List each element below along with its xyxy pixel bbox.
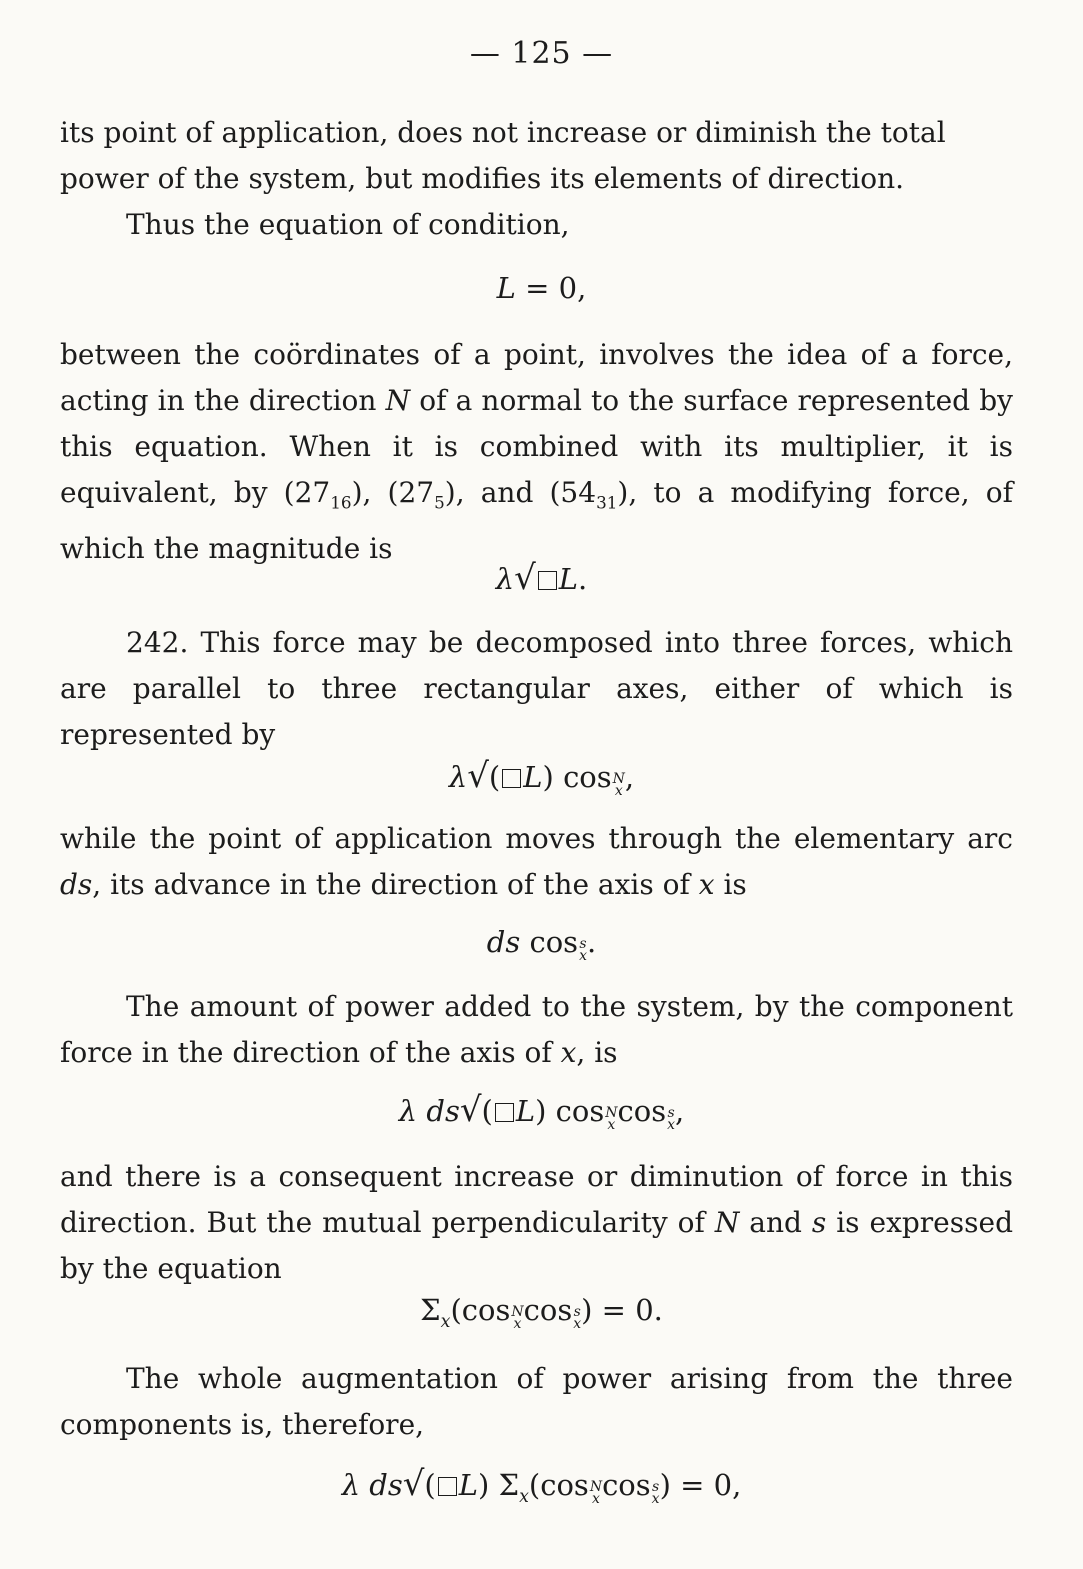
para7-s: s <box>811 1206 827 1239</box>
para3-part4: ), and (54 <box>444 476 597 509</box>
para7-part2: and <box>739 1206 812 1239</box>
eq6-rest: = 0. <box>601 1293 663 1327</box>
square-operator-icon <box>502 769 521 788</box>
radical-icon: √ <box>459 1090 482 1130</box>
para7-n: N <box>714 1206 740 1239</box>
eq3-sub: x <box>614 783 623 799</box>
eq7-sub1: x <box>591 1491 600 1507</box>
radical-icon: √ <box>402 1464 425 1504</box>
sigma-icon: Σ <box>420 1293 441 1327</box>
paragraph-242: 242. This force may be decomposed into three forces, which are parallel to three rectangular axes, either of which is represented by <box>60 626 1013 751</box>
eq7-sigsub: x <box>519 1486 529 1507</box>
para7-part3: is expressed by the equation <box>60 1206 1013 1285</box>
eq5-end: , <box>675 1094 685 1128</box>
eq3-sup: N <box>612 771 625 787</box>
eq5-sup1: N <box>605 1105 618 1121</box>
paragraph-consequent-increase <box>60 1154 1013 1292</box>
eq6-sub1: x <box>513 1316 522 1332</box>
para5-x: x <box>698 868 715 901</box>
eq7-sup1: N <box>589 1479 603 1495</box>
eq6-sup1: N <box>511 1304 524 1320</box>
para3-sub1: 16 <box>330 492 352 513</box>
eq3-close: ) <box>542 760 554 794</box>
para1-line2: power of the system, but modifies its elements of direction. <box>60 162 905 195</box>
para3-part1: between the coördinates of a point, involves the idea of a force, acting in the direction <box>60 338 1013 417</box>
eq6-cos1: cos <box>461 1293 511 1327</box>
eq6-close: ) <box>581 1293 593 1327</box>
eq7-sup2: s <box>652 1479 660 1495</box>
eq7-rest: = 0, <box>680 1468 742 1502</box>
eq5-script1 <box>605 1107 617 1131</box>
eq3-cos: cos <box>563 760 612 794</box>
eq2-end: . <box>578 562 588 596</box>
eq5-open: ( <box>481 1094 493 1128</box>
equation-augmentation <box>0 1464 1083 1517</box>
eq5-script2 <box>667 1107 675 1131</box>
eq7-open2: ( <box>528 1468 541 1502</box>
paragraph-whole-augmentation: The whole augmentation of power arising from the three components is, therefore, <box>60 1362 1013 1441</box>
para3-part5: ), to a modifying force, of which the magnitude is <box>60 476 1013 565</box>
eq5-close: ) <box>535 1094 547 1128</box>
eq5-sub2: x <box>667 1117 675 1133</box>
eq7-ds: ds <box>369 1468 403 1502</box>
eq7-close: ) <box>478 1468 490 1502</box>
eq3-lambda: λ <box>448 760 468 794</box>
para6-part1: The amount of power added to the system, by the component force in the direction of the axis of <box>60 990 1013 1069</box>
eq6-sigsub: x <box>440 1311 451 1332</box>
paragraph-continuation <box>60 110 1013 202</box>
square-operator-icon <box>438 1477 457 1496</box>
radical-icon: √ <box>467 756 489 796</box>
para5-part3: is <box>714 868 747 901</box>
eq5-ds: ds <box>426 1094 460 1128</box>
eq1-lhs: L <box>496 271 516 305</box>
eq4-sub: x <box>579 948 587 964</box>
eq5-cos1: cos <box>555 1094 605 1128</box>
para3-sub3: 31 <box>596 492 618 513</box>
radical-icon: √ <box>514 558 536 598</box>
para6-x: x <box>560 1036 577 1069</box>
eq4-cos: cos <box>529 925 579 959</box>
eq7-script1 <box>590 1481 602 1505</box>
equation-advance <box>0 922 1083 962</box>
equation-power-added <box>0 1090 1083 1131</box>
eq1-rest: = 0, <box>525 271 587 305</box>
eq5-lambda: λ <box>398 1094 418 1128</box>
para6-part2: , is <box>576 1036 618 1069</box>
eq4-ds: ds <box>486 925 521 959</box>
paragraph-coordinates <box>60 332 1013 572</box>
para3-n: N <box>385 384 411 417</box>
equation-magnitude <box>0 558 1083 599</box>
eq4-end: . <box>586 925 597 959</box>
eq7-close2: ) <box>659 1468 671 1502</box>
para5-part1: while the point of application moves through the elementary arc <box>60 822 1013 855</box>
para3-sub2: 5 <box>434 492 445 513</box>
eq6-script1 <box>511 1306 523 1330</box>
eq6-script2 <box>573 1306 581 1330</box>
eq5-sup2: s <box>667 1105 675 1121</box>
eq6-cos2: cos <box>523 1293 573 1327</box>
para1-line1: its point of application, does not increase or diminish the total <box>60 116 946 149</box>
para3-part2: of a normal to the surface represented by this equation. When it is combined with its multiplier, it is equivalent, by (27 <box>60 384 1013 509</box>
sigma-icon: Σ <box>498 1468 520 1502</box>
eq4-sup: s <box>579 936 587 952</box>
para5-part2: , its advance in the direction of the axis of <box>92 868 699 901</box>
eq7-cos1: cos <box>540 1468 589 1502</box>
square-operator-icon <box>538 571 557 590</box>
eq3-l: L <box>523 760 543 794</box>
para3-part3: ), (27 <box>351 476 435 509</box>
eq6-sub2: x <box>573 1316 582 1332</box>
paragraph-thus: Thus the equation of condition, <box>126 208 570 241</box>
eq7-open: ( <box>424 1468 436 1502</box>
eq7-lambda: λ <box>341 1468 361 1502</box>
eq7-sub2: x <box>651 1491 660 1507</box>
paragraph-amount-of-power <box>60 984 1013 1076</box>
eq6-open: ( <box>450 1293 462 1327</box>
square-operator-icon <box>495 1103 514 1122</box>
eq7-cos2: cos <box>602 1468 651 1502</box>
eq5-sub1: x <box>607 1117 616 1133</box>
page-number: — 125 — <box>469 36 614 71</box>
eq6-sup2: s <box>573 1304 581 1320</box>
eq3-open: ( <box>488 760 501 794</box>
equation-component <box>0 756 1083 797</box>
equation-l-zero <box>0 268 1083 308</box>
para5-ds: ds <box>60 868 93 901</box>
eq2-lambda: λ <box>495 562 515 596</box>
eq7-l: L <box>458 1468 479 1502</box>
eq5-cos2: cos <box>617 1094 667 1128</box>
eq4-script <box>579 938 587 962</box>
eq3-end: , <box>624 760 635 794</box>
equation-perpendicularity <box>0 1290 1083 1342</box>
eq3-script <box>613 773 625 797</box>
eq2-l: L <box>558 562 579 596</box>
eq5-l: L <box>515 1094 536 1128</box>
paragraph-point-moves <box>60 816 1013 908</box>
para7-part1: and there is a consequent increase or diminution of force in this direction. But the mutual perpendicularity of <box>60 1160 1013 1239</box>
eq7-script2 <box>652 1481 660 1505</box>
